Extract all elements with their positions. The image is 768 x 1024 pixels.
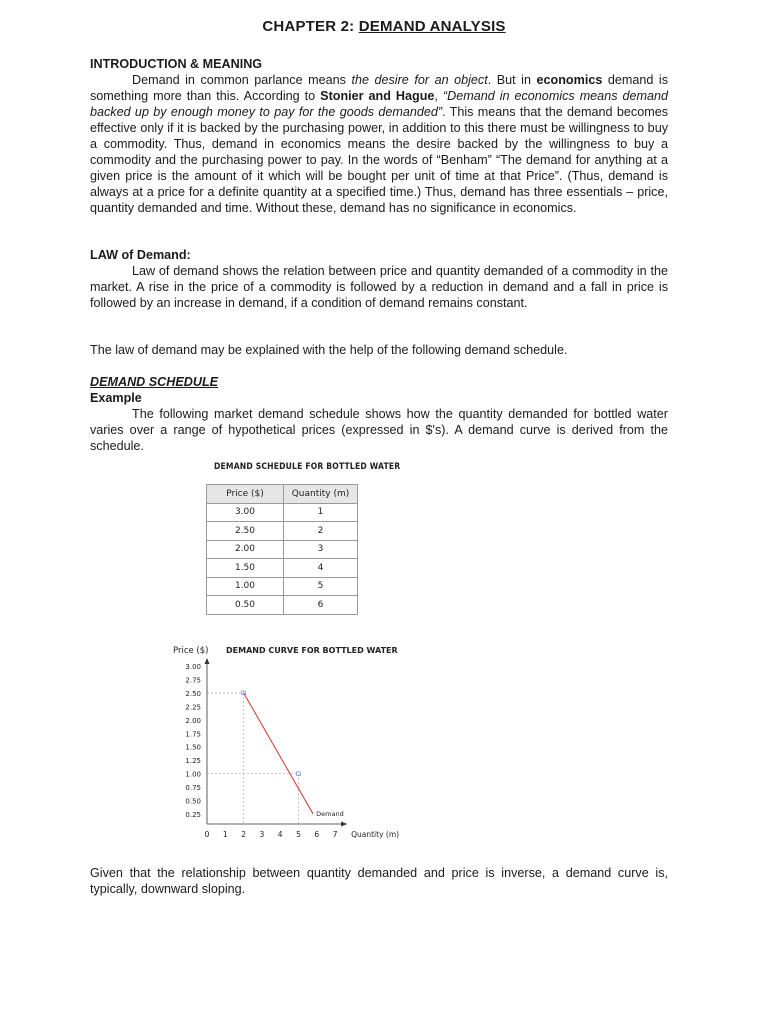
schedule-heading: DEMAND SCHEDULE — [90, 375, 219, 389]
chapter-title: CHAPTER 2: DEMAND ANALYSIS — [262, 18, 506, 35]
y-tick-label: 2.00 — [185, 716, 201, 725]
conclusion-paragraph: Given that the relationship between quantity demanded and price is inverse, a demand curve is, typically, downward sloping. — [90, 866, 668, 896]
table-cell-quantity: 4 — [284, 559, 358, 578]
table-row — [207, 596, 358, 615]
intro-section — [90, 56, 668, 216]
chart-title: DEMAND CURVE FOR BOTTLED WATER — [226, 646, 398, 655]
y-tick-label: 0.75 — [185, 784, 201, 793]
law-section — [90, 247, 668, 311]
y-tick-label: 2.50 — [185, 689, 201, 698]
intro-heading: INTRODUCTION & MEANING — [90, 57, 263, 71]
y-tick-label: 1.25 — [185, 757, 201, 766]
demand-line — [244, 693, 314, 814]
y-tick-label: 3.00 — [185, 663, 201, 671]
table-cell-quantity: 5 — [284, 577, 358, 596]
table-cell-quantity: 3 — [284, 540, 358, 559]
table-cell-price: 1.50 — [207, 559, 284, 578]
x-tick-label: 0 — [204, 830, 210, 839]
schedule-section — [90, 374, 668, 454]
table-cell-quantity: 1 — [284, 503, 358, 522]
table-row — [207, 522, 358, 541]
law-explain: The law of demand may be explained with the help of the following demand schedule. — [90, 343, 568, 357]
demand-schedule-table — [206, 484, 358, 615]
y-tick-label: 2.25 — [185, 703, 201, 712]
demand-curve-chart — [160, 636, 420, 850]
table-cell-quantity: 2 — [284, 522, 358, 541]
table-cell-price: 2.50 — [207, 522, 284, 541]
table-row — [207, 503, 358, 522]
x-axis-arrow — [341, 822, 347, 827]
x-tick-label: 6 — [314, 830, 320, 839]
x-tick-label: 7 — [332, 830, 338, 839]
y-tick-label: 0.50 — [185, 797, 201, 806]
y-tick-label: 2.75 — [185, 676, 201, 685]
x-tick-label: 3 — [259, 830, 265, 839]
table-title: DEMAND SCHEDULE FOR BOTTLED WATER — [214, 462, 401, 472]
y-axis-arrow — [205, 658, 210, 664]
curve-label: Demand — [316, 810, 344, 818]
law-heading: LAW of Demand: — [90, 248, 191, 262]
schedule-paragraph: The following market demand schedule shows how the quantity demanded for bottled water varies over a range of hypothetical prices (expressed in $'s). A demand curve is derived from the schedule. — [90, 407, 668, 453]
conclusion-section — [90, 865, 668, 897]
table-row — [207, 540, 358, 559]
x-tick-label: 2 — [241, 830, 246, 839]
y-tick-label: 1.00 — [185, 770, 201, 779]
table-cell-price: 2.00 — [207, 540, 284, 559]
y-tick-label: 0.25 — [185, 811, 201, 819]
table-cell-quantity: 6 — [284, 596, 358, 615]
table-row — [207, 559, 358, 578]
chapter-title-underlined: DEMAND ANALYSIS — [358, 18, 506, 35]
intro-paragraph: Demand in common parlance means the desire for an object. But in economics demand is something more than this. According to Stonier and Hague, “Demand in economics means demand backed up by enough money to pay for the goods demanded”. This means that the demand becomes effective only if it is backed by the purchasing power, in addition to this there must be willingness to buy a commodity. Thus, demand in economics means the desire backed by the willingness to buy a commodity and the purchasing power to pay. In the words of “Benham” “The demand for anything at a given price is the amount of it which will be bought per unit of time at that Price”. (Thus, demand is always at a price for a definite quantity at a specified time.) Thus, demand has three essentials – price, quantity demanded and time. Without these, demand has no significance in economics. — [90, 73, 668, 215]
chart-xlabel: Quantity (m) — [351, 830, 400, 839]
x-tick-label: 4 — [277, 830, 283, 839]
example-heading: Example — [90, 391, 142, 405]
law-paragraph: Law of demand shows the relation between price and quantity demanded of a commodity in the market. A rise in the price of a commodity is followed by a reduction in demand and a fall in price is followed by an increase in demand, if a condition of demand remains constant. — [90, 264, 668, 310]
chart-ylabel: Price ($) — [173, 646, 209, 656]
y-tick-label: 1.75 — [185, 730, 201, 739]
x-tick-label: 1 — [222, 830, 228, 839]
table-cell-price: 3.00 — [207, 503, 284, 522]
table-row — [207, 577, 358, 596]
table-cell-price: 1.00 — [207, 577, 284, 596]
x-tick-label: 5 — [296, 830, 301, 839]
y-tick-label: 1.50 — [185, 743, 201, 752]
table-header-quantity: Quantity (m) — [284, 485, 358, 504]
table-cell-price: 0.50 — [207, 596, 284, 615]
table-header-row — [207, 485, 358, 504]
table-header-price: Price ($) — [207, 485, 284, 504]
